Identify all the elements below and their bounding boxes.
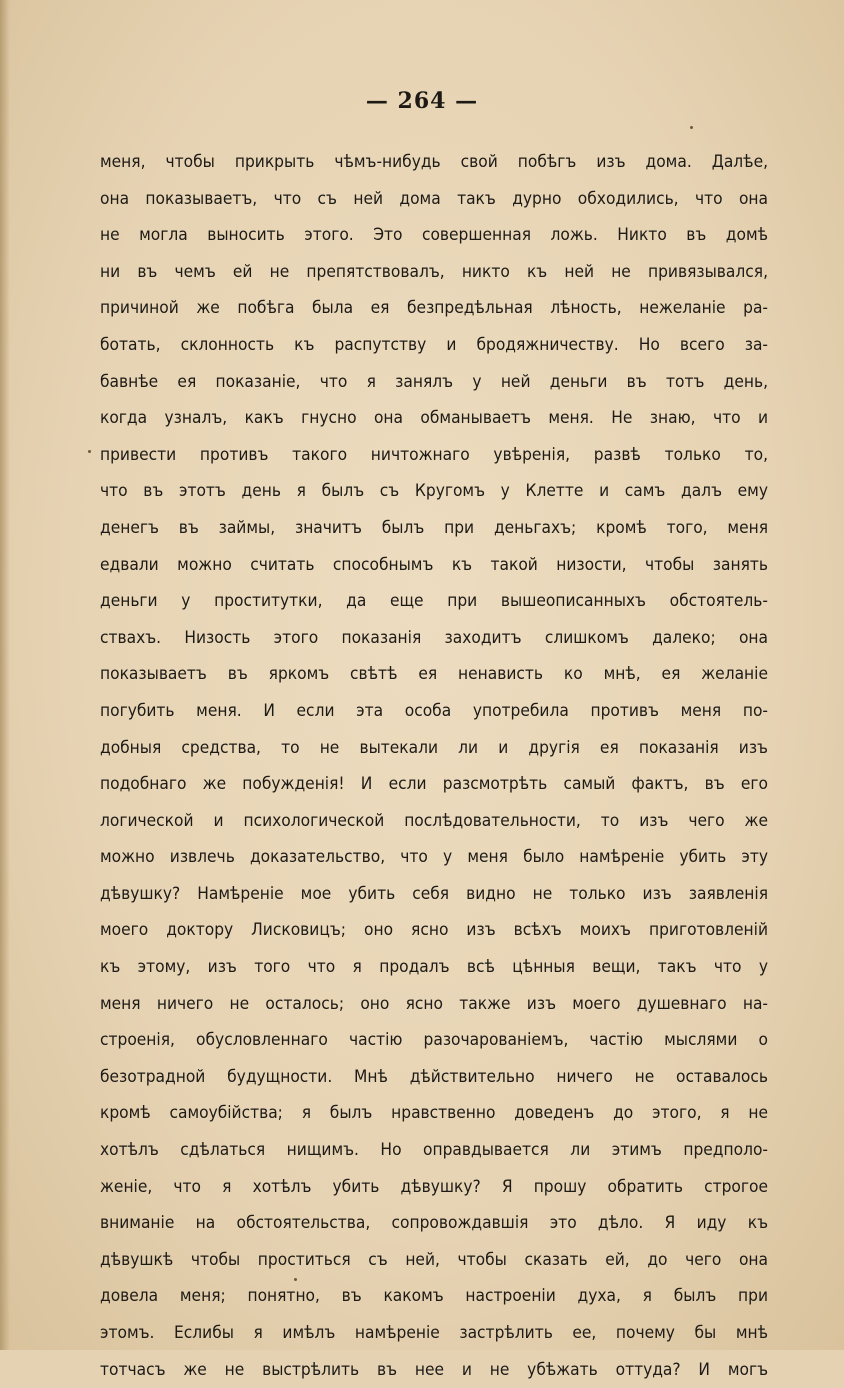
text-line: подобнаго же побужденія! И если разсмотрѣть самый фактъ, въ его <box>100 774 768 795</box>
text-line: погубить меня. И если эта особа употребила противъ меня по- <box>100 700 768 721</box>
text-line: бавнѣе ея показаніе, что я занялъ у ней деньги въ тотъ день, <box>100 371 768 392</box>
text-line: можно извлечь доказательство, что у меня было намѣреніе убить эту <box>100 847 768 868</box>
body-text <box>100 144 768 1388</box>
text-line: хотѣлъ сдѣлаться нищимъ. Но оправдывается ли этимъ предполо- <box>100 1140 768 1161</box>
text-line: дѣвушку? Намѣреніе мое убить себя видно не только изъ заявленія <box>100 883 768 904</box>
text-line: строенія, обусловленнаго частію разочарованіемъ, частію мыслями о <box>100 1030 768 1051</box>
ink-speck <box>88 450 91 453</box>
text-line: меня ничего не осталось; оно ясно также изъ моего душевнаго на- <box>100 993 768 1014</box>
text-line: не могла выносить этого. Это совершенная ложь. Никто въ домѣ <box>100 225 768 246</box>
text-line: этомъ. Еслибы я имѣлъ намѣреніе застрѣлить ее, почему бы мнѣ <box>100 1323 768 1343</box>
text-line: довела меня; понятно, въ какомъ настроеніи духа, я былъ при <box>100 1286 768 1307</box>
text-line: денегъ въ займы, значитъ былъ при деньгахъ; кромѣ того, меня <box>100 517 768 538</box>
text-line: моего доктору Лисковицъ; оно ясно изъ всѣхъ моихъ приготовленій <box>100 920 768 941</box>
text-line: логической и психологической послѣдовательности, то изъ чего же <box>100 810 768 831</box>
text-line: причиной же побѣга была ея безпредѣльная лѣность, нежеланіе ра- <box>100 298 768 319</box>
ink-speck <box>690 126 693 129</box>
text-line: къ этому, изъ того что я продалъ всѣ цѣнныя вещи, такъ что у <box>100 957 768 978</box>
text-line: меня, чтобы прикрыть чѣмъ-нибудь свой побѣгъ изъ дома. Далѣе, <box>100 152 768 172</box>
text-line: женіе, что я хотѣлъ убить дѣвушку? Я прошу обратить строгое <box>100 1176 768 1197</box>
page-number: — 264 — <box>365 88 479 114</box>
text-line: показываетъ въ яркомъ свѣтѣ ея ненависть ко мнѣ, ея желаніе <box>100 664 768 685</box>
text-line: ствахъ. Низость этого показанія заходитъ слишкомъ далеко; она <box>100 627 768 648</box>
text-line: ботать, склонность къ распутству и бродяжничеству. Но всего за- <box>100 334 768 355</box>
ink-speck <box>294 1278 297 1281</box>
text-line: добныя средства, то не вытекали ли и другія ея показанія изъ <box>100 737 768 758</box>
text-line: дѣвушкѣ чтобы проститься съ ней, чтобы сказать ей, до чего она <box>100 1249 768 1270</box>
text-line: она показываетъ, что съ ней дома такъ дурно обходились, что она <box>100 188 768 209</box>
text-line: едвали можно считать способнымъ къ такой низости, чтобы занять <box>100 554 768 575</box>
text-line: что въ этотъ день я былъ съ Кругомъ у Клетте и самъ далъ ему <box>100 481 768 502</box>
text-line: когда узналъ, какъ гнусно она обманываетъ меня. Не знаю, что и <box>100 408 768 429</box>
text-line: ни въ чемъ ей не препятствовалъ, никто къ ней не привязывался, <box>100 261 768 282</box>
text-line: кромѣ самоубійства; я былъ нравственно доведенъ до этого, я не <box>100 1103 768 1124</box>
text-line: вниманіе на обстоятельства, сопровождавшія это дѣло. Я иду къ <box>100 1213 768 1234</box>
text-line: безотрадной будущности. Мнѣ дѣйствительно ничего не оставалось <box>100 1066 768 1087</box>
text-line: деньги у проститутки, да еще при вышеописанныхъ обстоятель- <box>100 591 768 612</box>
text-line: тотчасъ же не выстрѣлить въ нее и не убѣжать оттуда? И могъ <box>100 1359 768 1380</box>
text-line: привести противъ такого ничтожнаго увѣренія, развѣ только то, <box>100 444 768 465</box>
page-edge-shadow <box>0 0 10 1350</box>
